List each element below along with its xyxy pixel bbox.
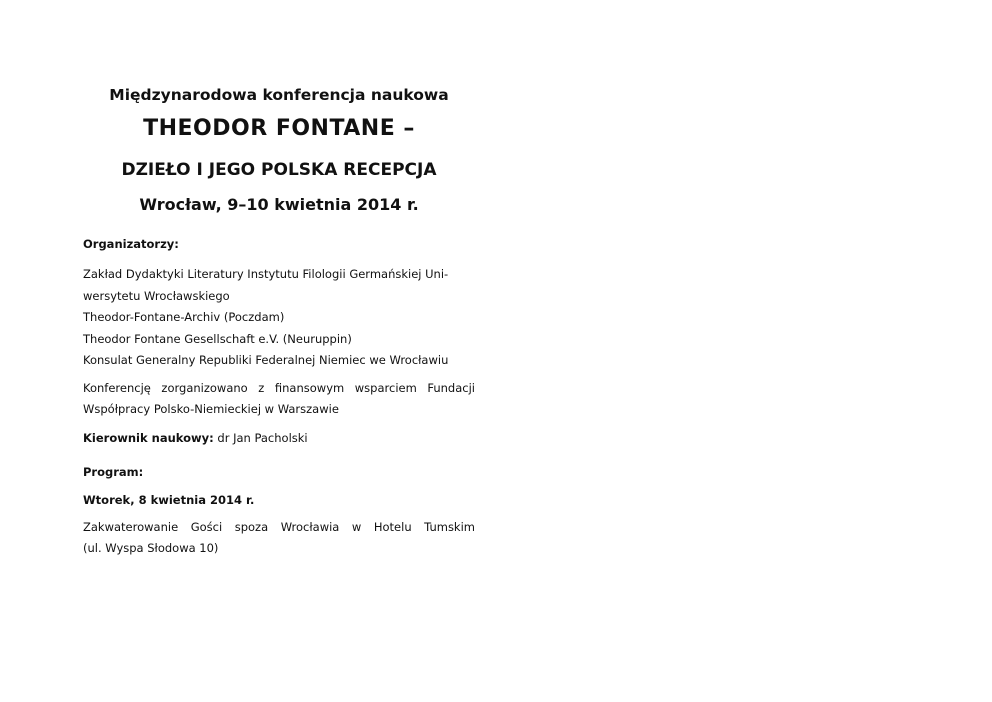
day-heading: Wtorek, 8 kwietnia 2014 r. <box>83 492 255 507</box>
organizer-item: wersytetu Wrocławskiego <box>83 288 230 303</box>
lodging-line2: (ul. Wyspa Słodowa 10) <box>83 541 219 555</box>
director-label: Kierownik naukowy: <box>83 430 214 445</box>
funding-note-line1: Konferencję zorganizowano z finansowym wsparciem Fundacji <box>83 380 475 395</box>
organizer-item: Theodor-Fontane-Archiv (Poczdam) <box>83 310 285 324</box>
organizer-item: Theodor Fontane Gesellschaft e.V. (Neuruppin) <box>83 331 352 346</box>
organizers-list <box>83 264 475 372</box>
director-name: dr Jan Pacholski <box>213 430 308 445</box>
conference-title-line1: THEODOR FONTANE – <box>143 116 415 141</box>
program-heading: Program: <box>83 464 144 479</box>
funding-note <box>83 378 475 421</box>
conference-subtitle: Międzynarodowa konferencja naukowa <box>109 86 449 104</box>
organizer-item: Konsulat Generalny Republiki Federalnej Niemiec we Wrocławiu <box>83 353 449 367</box>
lodging-note <box>83 517 475 560</box>
conference-place-date: Wrocław, 9–10 kwietnia 2014 r. <box>139 195 419 214</box>
scientific-director <box>83 427 475 449</box>
text-column <box>83 83 475 560</box>
organizer-item: Zakład Dydaktyki Literatury Instytutu Filologii Germańskiej Uni- <box>83 267 449 281</box>
conference-title-line2: DZIEŁO I JEGO POLSKA RECEPCJA <box>121 160 437 180</box>
organizers-heading: Organizatorzy: <box>83 237 179 251</box>
lodging-line1: Zakwaterowanie Gości spoza Wrocławia w Hotelu Tumskim <box>83 519 475 534</box>
funding-note-line2: Współpracy Polsko-Niemieckiej w Warszawie <box>83 402 339 416</box>
